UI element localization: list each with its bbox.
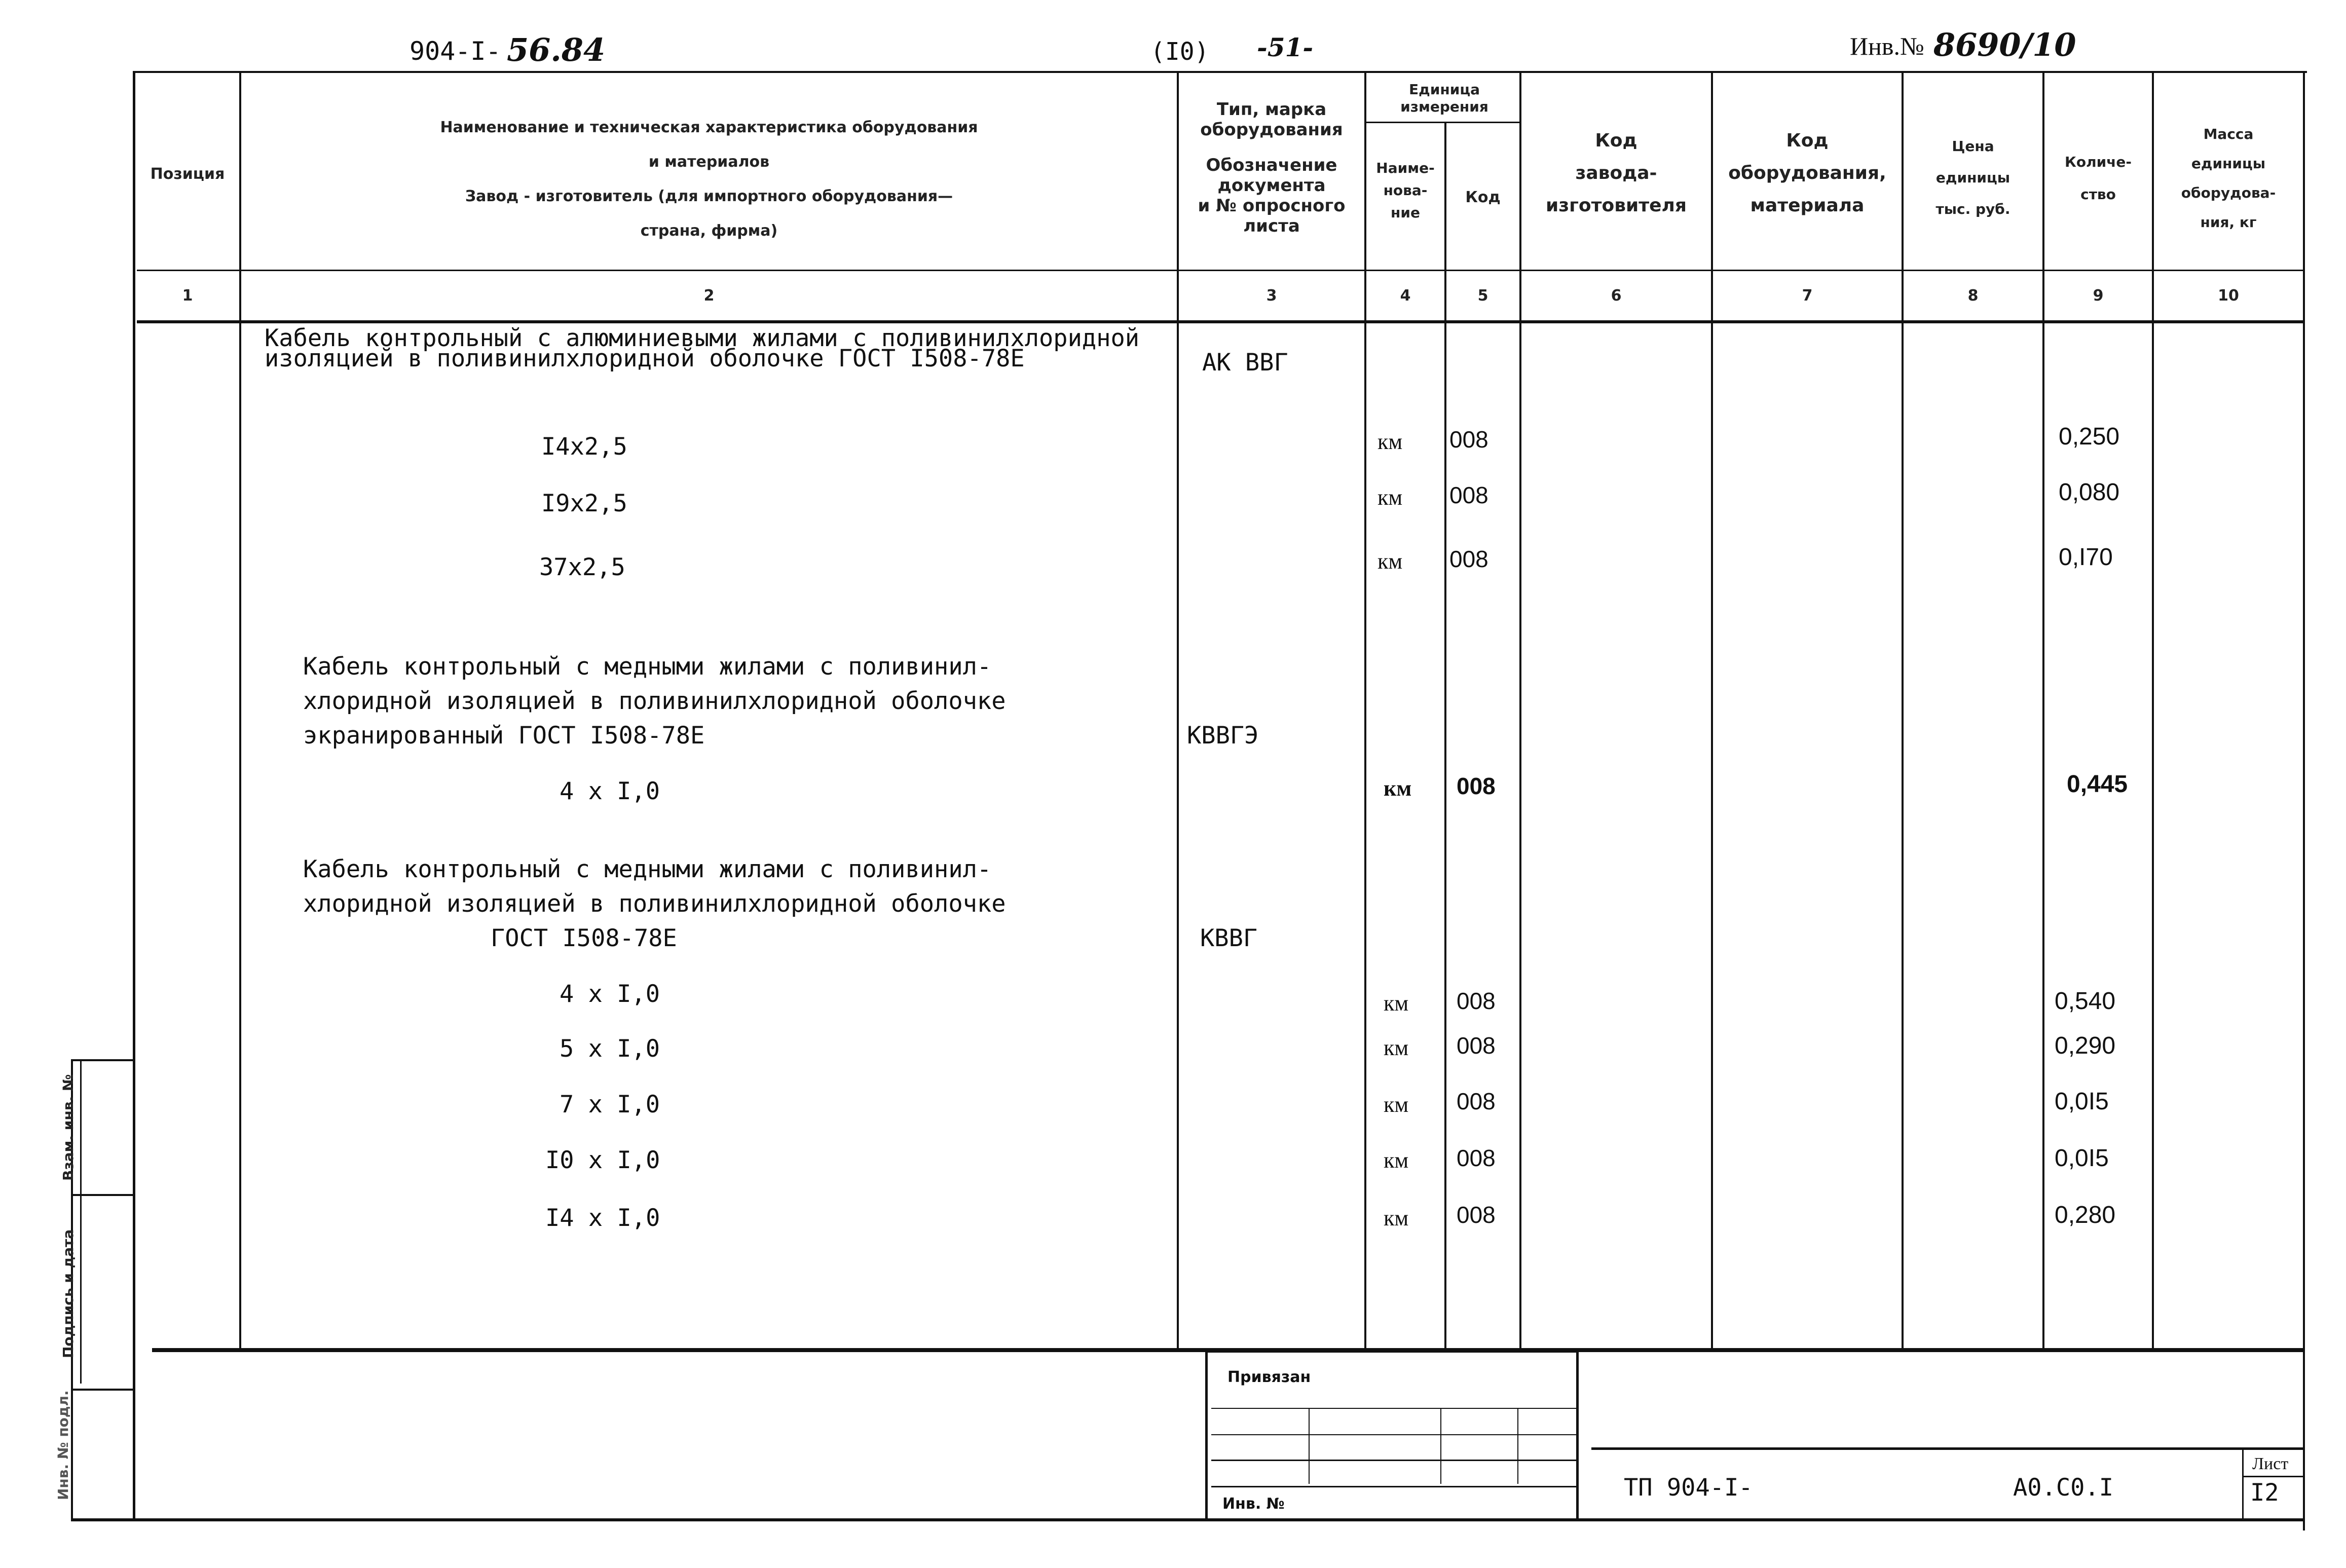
- inventory-label: Инв.№: [1850, 32, 1924, 60]
- group-1-item-1-size: I4x2,5: [541, 433, 627, 461]
- group-3-type: КВВГ: [1200, 924, 1258, 952]
- group-1-description: Кабель контрольный с алюминиевыми жилами с поливинилхлоридной изоляцией в поливинилхлоридной оболочке ГОСТ I508-78Е: [265, 324, 1140, 372]
- group-1-item-3-qty: 0,I70: [2059, 544, 2113, 571]
- col-number-10: 10: [2218, 287, 2239, 305]
- group-1-item-3-code: 008: [1449, 546, 1488, 572]
- col-sep-8: [2042, 71, 2044, 1349]
- sheet-box-left-line: [2242, 1449, 2244, 1520]
- col-number-4: 4: [1400, 287, 1411, 305]
- group-2-item-1-qty: 0,445: [2067, 771, 2128, 798]
- stamp-left-line: [1205, 1350, 1208, 1520]
- title-block-top-line: [1591, 1447, 2303, 1450]
- header-col-1: Позиция: [150, 165, 225, 183]
- col-number-2: 2: [703, 287, 715, 305]
- stamp-grid-v2: [1440, 1408, 1441, 1484]
- stamp-inv-no: Инв. №: [1222, 1495, 1285, 1513]
- designation-code: А0.С0.I: [2013, 1474, 2114, 1502]
- group-3-item-3-size: 7 x I,0: [560, 1091, 660, 1118]
- side-box-low-line: [71, 1389, 135, 1391]
- group-3-item-3-qty: 0,0I5: [2055, 1088, 2109, 1115]
- group-1-item-1-unit: км: [1377, 429, 1403, 454]
- group-1-type: АК ВВГ: [1202, 349, 1288, 377]
- stamp-top-line: [1206, 1350, 1578, 1353]
- header-col-2: Наименование и техническая характеристика оборудования и материалов Завод - изготовитель (для импортного оборудования— страна, фирма): [440, 119, 978, 240]
- group-1-item-2-code: 008: [1449, 482, 1488, 508]
- header-col-3: Тип, марка оборудования Обозначение документа и № опросного листа: [1198, 99, 1346, 236]
- group-1-item-3-size: 37x2,5: [539, 553, 625, 581]
- group-2-item-1-code: 008: [1457, 773, 1496, 799]
- stamp-grid-h4: [1211, 1486, 1576, 1487]
- group-3-item-1-size: 4 x I,0: [560, 980, 660, 1008]
- group-3-item-3-unit: км: [1384, 1092, 1409, 1117]
- group-3-item-4-qty: 0,0I5: [2055, 1145, 2109, 1172]
- stamp-grid-h3: [1211, 1460, 1576, 1461]
- group-3-item-4-size: I0 x I,0: [545, 1146, 660, 1174]
- group-3-item-5-code: 008: [1457, 1202, 1496, 1228]
- header-col-10: Масса единицы оборудова- ния, кг: [2181, 126, 2276, 231]
- col-number-9: 9: [2093, 287, 2104, 305]
- group-3-item-5-qty: 0,280: [2055, 1202, 2116, 1228]
- group-3-item-2-size: 5 x I,0: [560, 1035, 660, 1063]
- group-1-item-2-qty: 0,080: [2059, 479, 2120, 506]
- group-3-item-2-unit: км: [1384, 1035, 1409, 1060]
- sheet-label: Лист: [2252, 1454, 2289, 1473]
- col-sep-7: [1902, 71, 1904, 1349]
- sheet-paren-number: (I0): [1150, 38, 1209, 66]
- sheet-number: I2: [2250, 1479, 2279, 1507]
- group-3-item-4-code: 008: [1457, 1145, 1496, 1171]
- frame-left-border: [133, 71, 135, 1520]
- col-number-8: 8: [1967, 287, 1979, 305]
- group-1-item-1-code: 008: [1449, 426, 1488, 453]
- group-1-item-2-unit: км: [1377, 485, 1403, 510]
- group-2-description: Кабель контрольный с медными жилами с поливинил- хлоридной изоляцией в поливинилхлоридной оболочке экранированный ГОСТ I508-78Е: [303, 653, 1006, 750]
- group-3-item-1-qty: 0,540: [2055, 988, 2116, 1015]
- group-2-type: КВВГЭ: [1187, 722, 1259, 750]
- doc-handwritten-number: 56.84: [507, 31, 606, 68]
- group-3-item-5-unit: км: [1384, 1206, 1409, 1230]
- col-number-6: 6: [1611, 287, 1622, 305]
- group-3-item-5-size: I4 x I,0: [545, 1204, 660, 1232]
- col-number-1: 1: [182, 287, 193, 305]
- group-1-item-3-unit: км: [1377, 549, 1403, 574]
- side-label-inv-podl: Инв. № подл.: [55, 1390, 71, 1500]
- col-number-7: 7: [1802, 287, 1813, 305]
- group-3-item-2-code: 008: [1457, 1032, 1496, 1059]
- col-sep-6: [1711, 71, 1713, 1349]
- stamp-grid-h2: [1211, 1434, 1576, 1435]
- side-box-inner-line: [80, 1059, 82, 1384]
- group-2-item-1-size: 4 x I,0: [560, 777, 660, 805]
- col-number-5: 5: [1477, 287, 1488, 305]
- side-box-top-line: [71, 1059, 135, 1061]
- stamp-grid-v3: [1517, 1408, 1518, 1484]
- side-label-podpis: Подпись и дата: [60, 1229, 77, 1358]
- group-1-item-1-qty: 0,250: [2059, 423, 2120, 450]
- group-1-item-2-size: I9x2,5: [541, 490, 627, 517]
- frame-top-border: [133, 71, 2307, 73]
- col-sep-5: [1519, 71, 1521, 1349]
- group-3-item-3-code: 008: [1457, 1088, 1496, 1114]
- col-sep-9: [2152, 71, 2154, 1349]
- sheet-handwritten-number: -51-: [1257, 32, 1314, 62]
- col-sep-3: [1364, 71, 1366, 1349]
- header-col-9: Количе- ство: [2064, 154, 2132, 203]
- stamp-grid-v1: [1309, 1408, 1310, 1484]
- frame-right-border: [2303, 71, 2305, 1530]
- header-bottom-line: [137, 270, 2303, 271]
- doc-prefix: 904-I-: [409, 36, 501, 66]
- col-number-3: 3: [1266, 287, 1277, 305]
- header-col-6: Код завода- изготовителя: [1545, 130, 1687, 216]
- group-3-description: Кабель контрольный с медными жилами с поливинил- хлоридной изоляцией в поливинилхлоридной оболочке ГОСТ I508-78Е: [303, 855, 1006, 952]
- group-2-item-1-unit: км: [1384, 776, 1412, 801]
- side-box-mid-line: [71, 1194, 135, 1196]
- stamp-grid-h1: [1211, 1408, 1576, 1409]
- header-col-4: Наиме- нова- ние: [1376, 160, 1435, 221]
- numbers-bottom-line: [137, 320, 2303, 323]
- group-3-item-1-unit: км: [1384, 991, 1409, 1016]
- group-3-item-1-code: 008: [1457, 988, 1496, 1014]
- col-sep-2: [1177, 71, 1179, 1349]
- header-unit-group: Единица измерения: [1400, 81, 1488, 115]
- col-sep-4: [1444, 122, 1446, 1349]
- stamp-right-line: [1576, 1350, 1579, 1520]
- header-col-7: Код оборудования, материала: [1728, 130, 1886, 216]
- side-label-vzam: Взам. инв. №: [60, 1074, 77, 1181]
- header-col-5: Код: [1465, 189, 1501, 206]
- group-3-item-4-unit: км: [1384, 1148, 1409, 1173]
- frame-bottom-border: [71, 1518, 2305, 1521]
- stamp-privyazan: Привязан: [1227, 1368, 1311, 1386]
- group-3-item-2-qty: 0,290: [2055, 1032, 2116, 1059]
- inventory-handwritten-number: 8690/10: [1933, 26, 2076, 63]
- col-sep-1: [239, 71, 241, 1349]
- unit-group-divider: [1364, 122, 1521, 123]
- designation-prefix: ТП 904-I-: [1624, 1474, 1753, 1502]
- header-col-8: Цена единицы тыс. руб.: [1935, 138, 2010, 217]
